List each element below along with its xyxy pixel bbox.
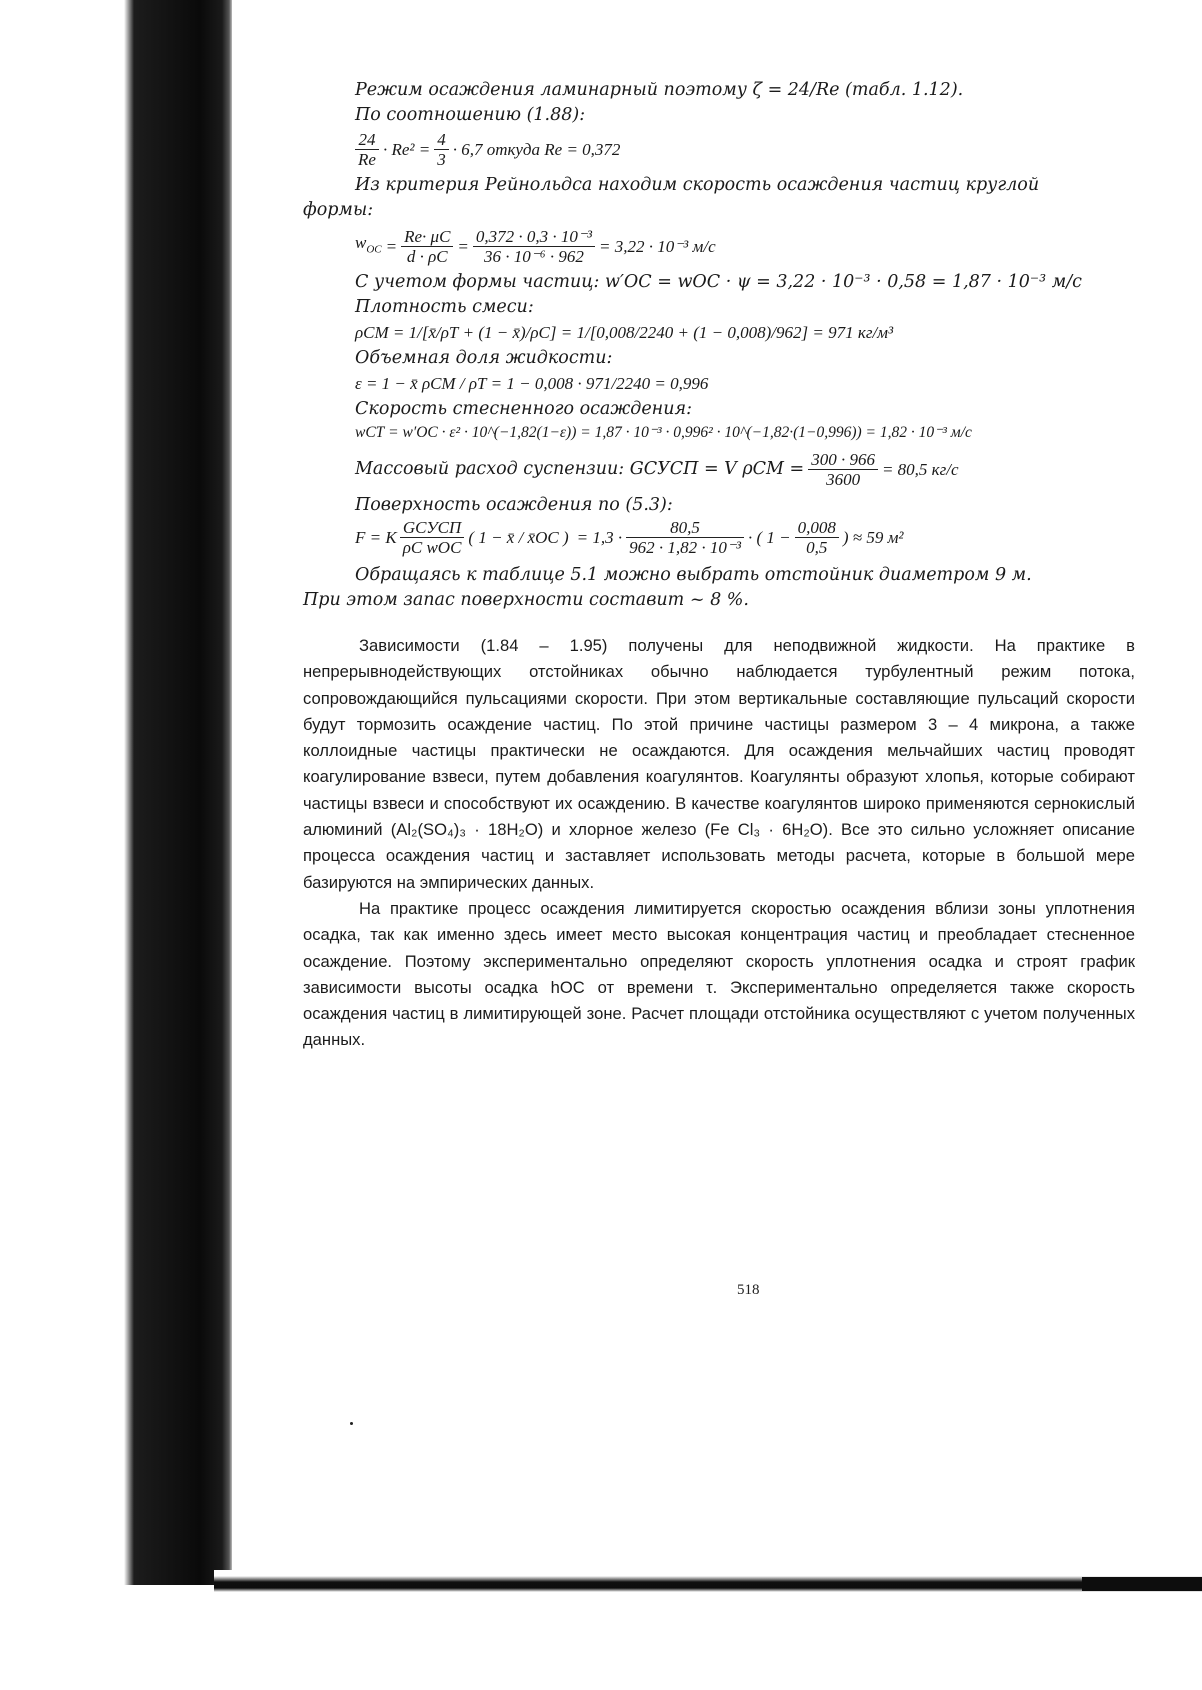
surface-frac-2-den: 962 · 1,82 · 10⁻³ — [629, 538, 741, 557]
criterion-line-1: Из критерия Рейнольдса находим скорость осаждения частиц круглой — [355, 175, 1040, 195]
density-formula: ρСМ = 1/[x̄/ρТ + (1 − x̄)/ρС] = 1/[0,008/2240 + (1 − 0,008)/962] = 971 кг/м³ — [355, 323, 894, 342]
body-text — [303, 633, 1135, 1054]
surface-formula — [355, 518, 1135, 557]
surface-frac-1-num: GСУСП — [400, 518, 465, 538]
w-symbol — [355, 232, 382, 260]
mass-flow-text: Массовый расход суспензии: GСУСП = V ρСМ = — [355, 459, 805, 479]
page-content — [303, 78, 1135, 1054]
re-frac-right-den: 3 — [437, 150, 446, 169]
re-eq-right: · 6,7 откуда Re = 0,372 — [452, 139, 621, 159]
reynolds-equation — [355, 130, 1135, 169]
surface-frac-2-num: 80,5 — [626, 518, 744, 538]
conclusion-line-1: Обращаясь к таблице 5.1 можно выбрать отстойник диаметром 9 м. — [355, 565, 1032, 585]
mass-flow-frac — [808, 450, 878, 489]
w-frac-1 — [401, 227, 453, 266]
w-frac-1-den: d · ρC — [406, 247, 448, 266]
surface-paren-2-post: ) ≈ 59 м² — [842, 527, 904, 547]
re-frac-right — [434, 130, 449, 169]
paragraph-2: На практике процесс осаждения лимитируется скоростью осаждения вблизи зоны уплотнения осадка, так как именно здесь имеет место высокая концентрация частиц и преобладает стесненное осаждение. Поэтому экспериментально определяют скорость уплотнения осадка и строят график зависимости высоты осадка hОС от времени τ. Экспериментально определяется также скорость осаждения частиц в лимитирующей зоне. Расчет площади отстойника осуществляют с учетом полученных данных. — [303, 898, 1135, 1050]
surface-frac-2 — [626, 518, 744, 557]
mass-flow-den: 3600 — [826, 470, 861, 489]
hindered-formula: wСТ = w′ОС · ε² · 10^(−1,82(1−ε)) = 1,87 · 10⁻³ · 0,996² · 10^(−1,82·(1−0,996)) = 1,82 · 10⁻³ м/с — [355, 424, 972, 441]
re-frac-left — [355, 130, 379, 169]
paragraph-1: Зависимости (1.84 – 1.95) получены для неподвижной жидкости. На практике в непрерывнодействующих отстойниках обычно наблюдается турбулентный режим потока, сопровождающийся пульсациями скорости. При этом вертикальные составляющие пульсаций скорости будут тормозить осаждение частиц. По этой причине частицы размером 3 – 4 микрона, а также коллоидные частицы практически не осаждаются. Для осаждения мельчайших частиц проводят коагулирование взвеси, путем добавления коагулянтов. Коагулянты образуют хлопья, которые собирают частицы взвеси и способствуют их осаждению. В качестве коагулянтов широко применяются сернокислый алюминий (Al₂(SO₄)₃ · 18H₂O) и хлорное железо (Fe Cl₃ · 6H₂O). Все это сильно усложняет описание процесса осаждения частиц и заставляет использовать методы расчета, которые в большой мере базируются на эмпирических данных. — [303, 636, 1135, 892]
re-eq-mid: · Re² = — [382, 139, 431, 159]
surface-lhs: F = K — [355, 527, 397, 547]
scan-bottom-edge — [214, 1570, 1202, 1596]
regime-line: Режим осаждения ламинарный поэтому ζ = 24/Re (табл. 1.12). — [355, 80, 964, 100]
eq-sign-2: = — [457, 236, 469, 256]
surface-frac-3-den: 0,5 — [806, 538, 828, 557]
surface-label: Поверхность осаждения по (5.3): — [355, 495, 673, 515]
surface-frac-3-num: 0,008 — [795, 518, 839, 538]
w-frac-2 — [473, 227, 595, 266]
w-frac-2-num: 0,372 · 0,3 · 10⁻³ — [473, 227, 595, 247]
w-label: w — [355, 233, 367, 253]
surface-paren-1: ( 1 − x̄ / x̄ОС ) — [468, 527, 569, 547]
mass-flow-num: 300 · 966 — [808, 450, 878, 470]
mass-flow-result: = 80,5 кг/с — [881, 459, 959, 479]
surface-mid: = 1,3 · — [576, 527, 623, 547]
w-frac-1-num: Re· μC — [401, 227, 453, 247]
page-number: 518 — [737, 1282, 760, 1298]
w-sub: ОС — [366, 243, 382, 256]
surface-frac-3 — [795, 518, 839, 557]
w-frac-2-den: 36 · 10⁻⁶ · 962 — [484, 247, 584, 266]
w-result: = 3,22 · 10⁻³ м/с — [598, 236, 716, 256]
criterion-line-2: формы: — [303, 200, 374, 220]
conclusion-line-2: При этом запас поверхности составит ~ 8 %. — [303, 590, 749, 610]
scan-binding-shadow — [0, 0, 232, 1585]
volume-fraction-formula: ε = 1 − x̄ ρСМ / ρТ = 1 − 0,008 · 971/2240 = 0,996 — [355, 374, 709, 393]
re-frac-left-num: 24 — [355, 130, 379, 150]
settling-velocity-formula — [355, 227, 1135, 266]
eq-sign-1: = — [385, 236, 398, 256]
shape-line: С учетом формы частиц: w′ОС = wОС · ψ = 3,22 · 10⁻³ · 0,58 = 1,87 · 10⁻³ м/с — [355, 272, 1082, 292]
scan-speck — [350, 1422, 353, 1425]
surface-frac-1-den: ρC wОС — [402, 538, 462, 557]
volume-fraction-label: Объемная доля жидкости: — [355, 348, 613, 368]
by-relation-label: По соотношению (1.88): — [355, 105, 586, 125]
re-frac-right-num: 4 — [434, 130, 449, 150]
re-frac-left-den: Re — [358, 150, 376, 169]
surface-paren-2-pre: · ( 1 − — [747, 527, 791, 547]
mass-flow-formula — [355, 450, 1135, 489]
surface-frac-1 — [400, 518, 465, 557]
density-label: Плотность смеси: — [355, 297, 534, 317]
hindered-label: Скорость стесненного осаждения: — [355, 399, 692, 419]
